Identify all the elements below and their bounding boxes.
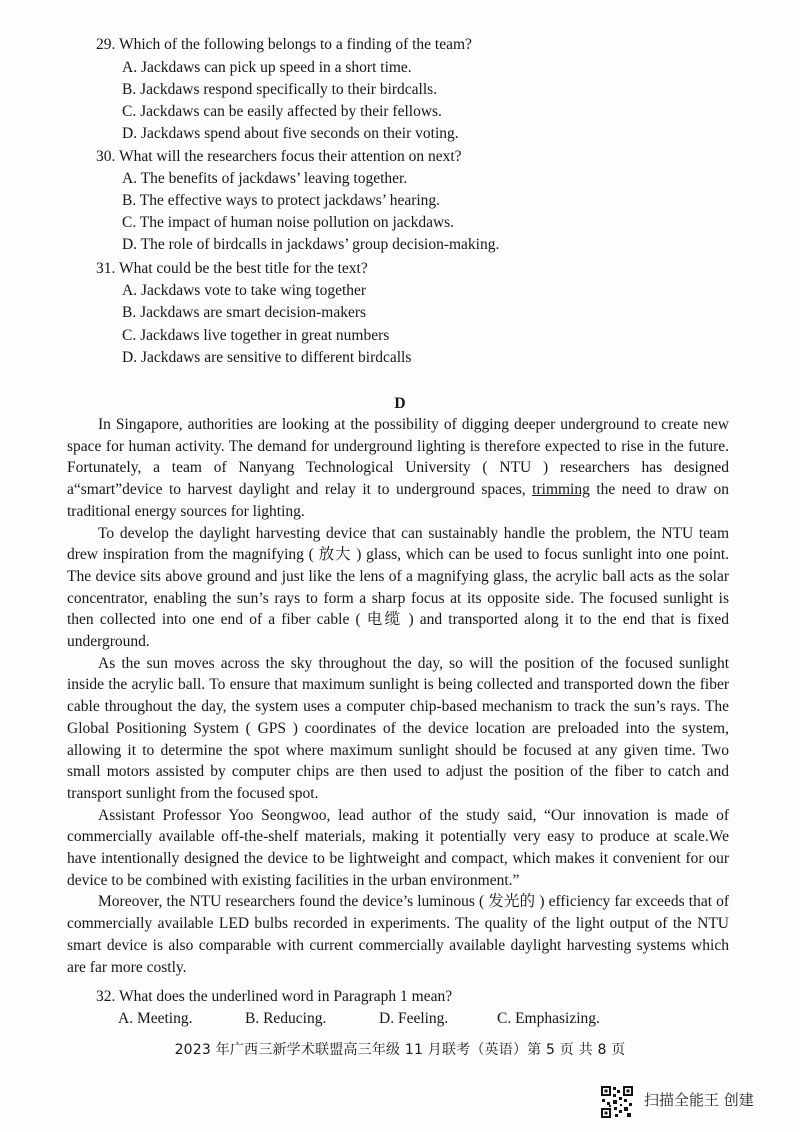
scanner-watermark-label: 扫描全能王 创建 xyxy=(644,1091,754,1109)
question-29-option-b: B. Jackdaws respond specifically to their birdcalls. xyxy=(122,81,438,98)
question-32-option-a: A. Meeting. xyxy=(118,1010,193,1027)
paragraph-5: Moreover, the NTU researchers found the device’s luminous ( 发光的 ) efficiency far exceeds that of commercially available LED bulbs recorded in experiments. The quality of the light output of the NTU smart device is also comparable with current commercially available daylight harvesting systems which are far more costly. xyxy=(67,893,729,976)
reading-passage xyxy=(67,414,729,978)
question-29-option-d: D. Jackdaws spend about five seconds on their voting. xyxy=(122,125,459,142)
paragraph-4: Assistant Professor Yoo Seongwoo, lead author of the study said, “Our innovation is made of commercially available off-the-shelf materials, making it potentially very easy to produce at scale.We have intentionally designed the device to be lightweight and compact, which makes it convenient for our device to be combined with existing facilities in the urban environment.” xyxy=(67,806,729,889)
question-30-option-c: C. The impact of human noise pollution on jackdaws. xyxy=(122,214,455,231)
question-32-option-d: D. Feeling. xyxy=(379,1010,449,1027)
question-30-option-a: A. The benefits of jackdaws’ leaving together. xyxy=(122,170,408,187)
page-footer: 2023 年广西三新学术联盟高三年级 11 月联考（英语）第 5 页 共 8 页 xyxy=(174,1042,626,1058)
question-32-option-b: B. Reducing. xyxy=(245,1010,327,1027)
question-30-option-d: D. The role of birdcalls in jackdaws’ group decision-making. xyxy=(122,236,500,253)
question-30-option-b: B. The effective ways to protect jackdaws’ hearing. xyxy=(122,192,441,209)
paragraph-1-text-start: In Singapore, authorities are looking at the possibility of digging deeper underground to create new space for human activity. The demand for underground lighting is therefore expected to rise in the future. Fortunately, a team of Nanyang Technological University ( NTU ) researchers has designed a“smart”device to harvest daylight and relay it to underground spaces, xyxy=(67,416,729,499)
paragraph-1-text-end: the need to draw on traditional energy sources for lighting. xyxy=(67,481,729,520)
question-32-stem: 32. What does the underlined word in Paragraph 1 mean? xyxy=(96,988,453,1005)
question-31-option-c: C. Jackdaws live together in great numbers xyxy=(122,327,390,344)
question-29-option-c: C. Jackdaws can be easily affected by their fellows. xyxy=(122,103,442,120)
question-31-option-a: A. Jackdaws vote to take wing together xyxy=(122,282,367,299)
question-30-stem: 30. What will the researchers focus their attention on next? xyxy=(96,148,462,165)
question-31-option-b: B. Jackdaws are smart decision-makers xyxy=(122,304,367,321)
question-32-option-c: C. Emphasizing. xyxy=(497,1010,600,1027)
paragraph-2: To develop the daylight harvesting device that can sustainably handle the problem, the NTU team drew inspiration from the magnifying ( 放大 ) glass, which can be used to focus sunlight into one point. The device sits above ground and just like the lens of a magnifying glass, the acrylic ball acts as the solar concentrator, enabling the sun’s rays to form a sharp focus at its opposite side. The focused sunlight is then collected into one end of a fiber cable ( 电缆 ) and transported along it to the end that is fixed underground. xyxy=(67,524,729,651)
underlined-word: trimming xyxy=(532,481,590,499)
paragraph-3: As the sun moves across the sky throughout the day, so will the position of the focused sunlight inside the acrylic ball. To ensure that maximum sunlight is being collected and transported down the fiber cable throughout the day, the system uses a computer chip-based mechanism to track the sun’s rays. The Global Positioning System ( GPS ) coordinates of the device location are preloaded into the system, allowing it to determine the spot where maximum sunlight should be focused at any given time. Two small motors assisted by computer chips are then used to adjust the position of the fiber to catch and transport sunlight from the focused spot. xyxy=(67,654,729,802)
question-29-stem: 29. Which of the following belongs to a finding of the team? xyxy=(96,36,472,53)
question-31-stem: 31. What could be the best title for the text? xyxy=(96,260,368,277)
question-29-option-a: A. Jackdaws can pick up speed in a short time. xyxy=(122,59,412,76)
paragraph-1 xyxy=(67,414,729,523)
section-label: D xyxy=(394,395,406,412)
qr-code-icon xyxy=(600,1085,634,1119)
question-31-option-d: D. Jackdaws are sensitive to different birdcalls xyxy=(122,349,412,366)
